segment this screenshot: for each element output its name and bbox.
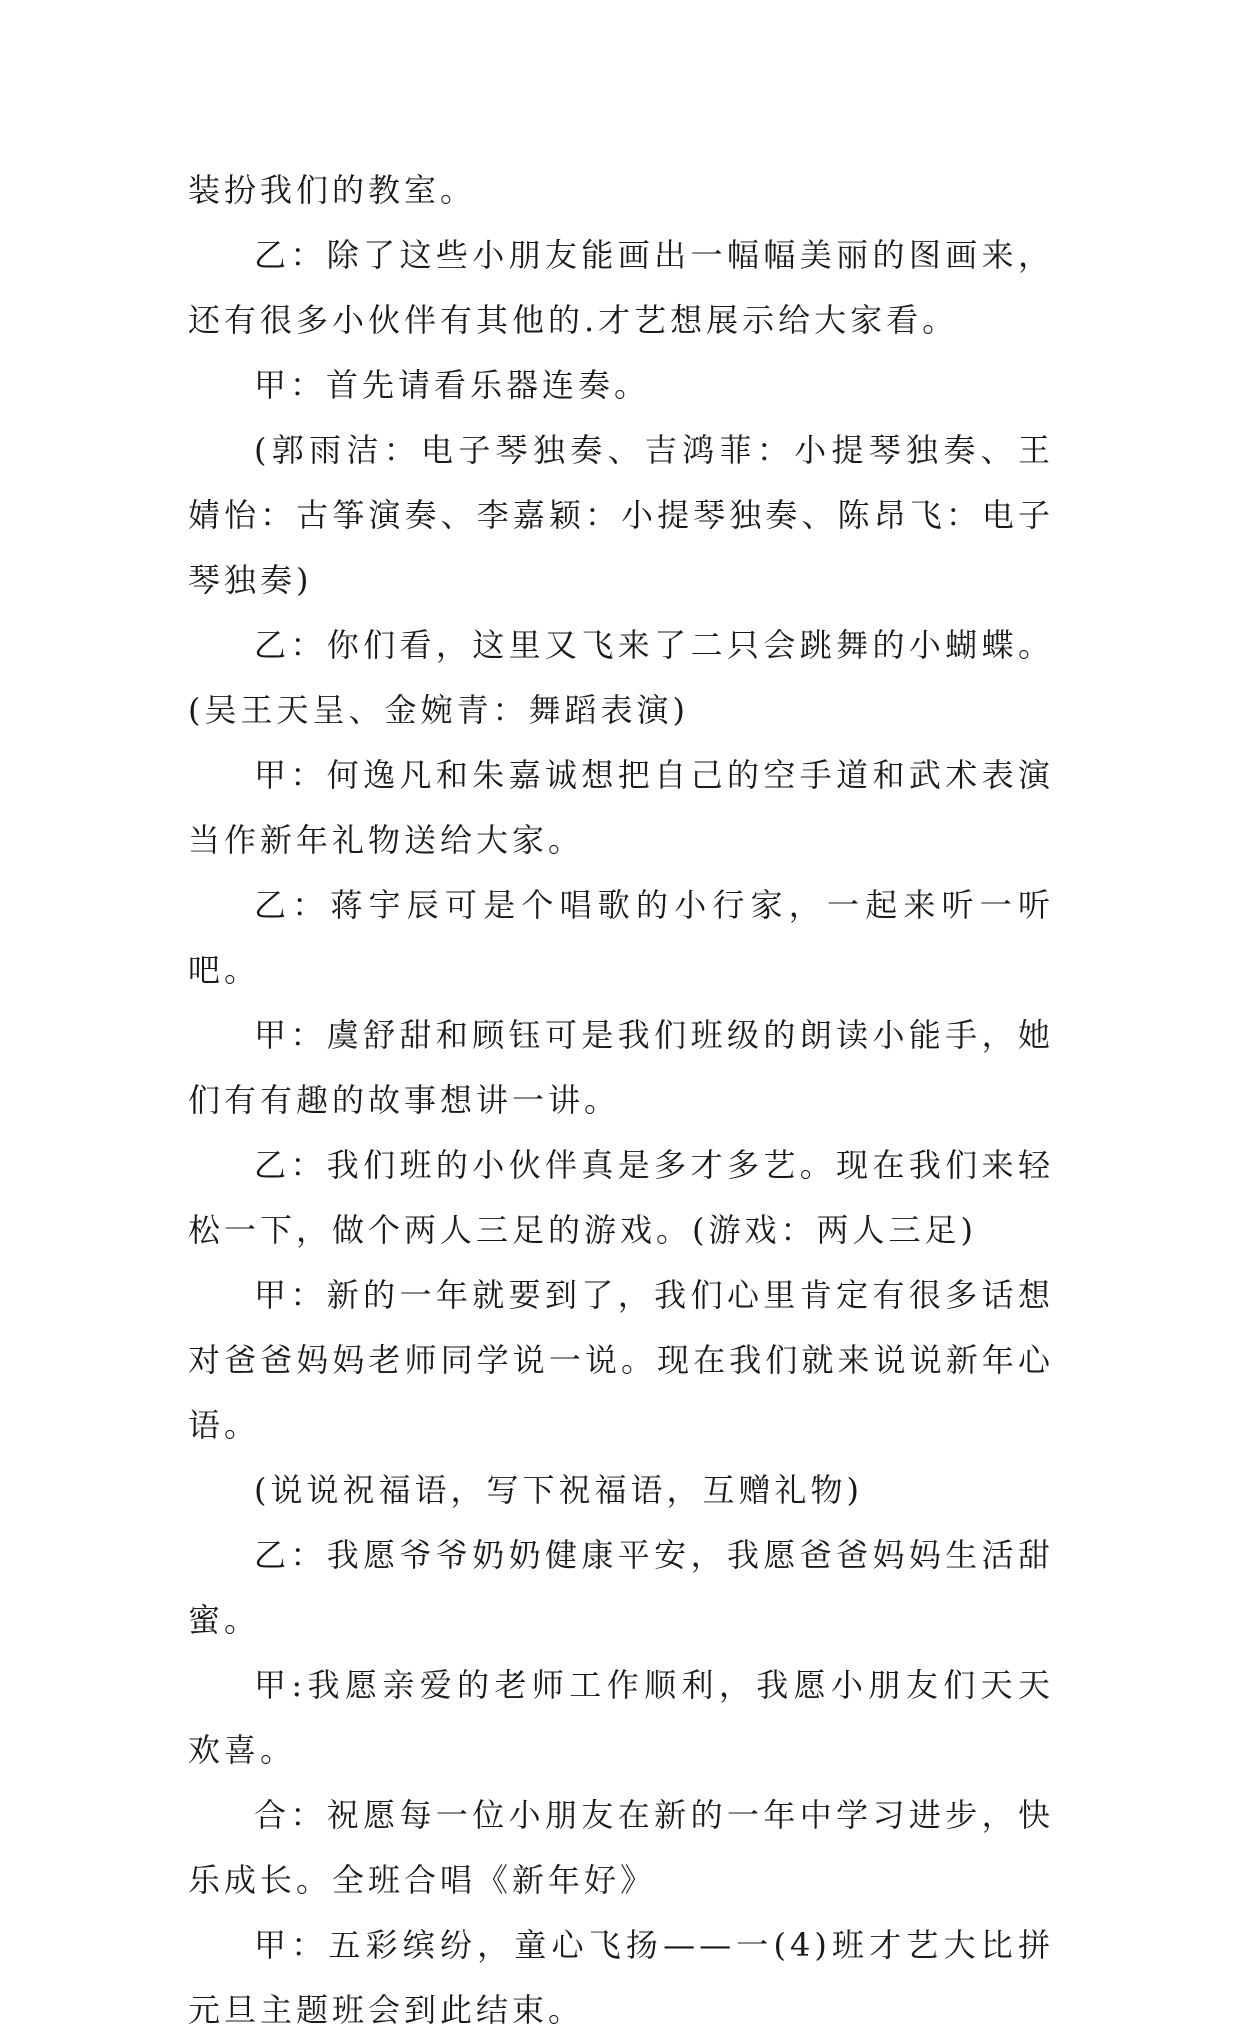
paragraph: 乙：我们班的小伙伴真是多才多艺。现在我们来轻松一下，做个两人三足的游戏。(游戏：两人三足) [188, 1146, 1054, 1249]
paragraph: 甲：五彩缤纷，童心飞扬——一(4)班才艺大比拼元旦主题班会到此结束。 [188, 1926, 1054, 2029]
paragraph: 甲：首先请看乐器连奏。 [254, 366, 651, 404]
paragraph: 甲：何逸凡和朱嘉诚想把自己的空手道和武术表演当作新年礼物送给大家。 [188, 756, 1054, 859]
paragraph: 乙：蒋宇辰可是个唱歌的小行家，一起来听一听吧。 [188, 886, 1054, 989]
paragraph: 甲:我愿亲爱的老师工作顺利，我愿小朋友们天天欢喜。 [188, 1666, 1054, 1769]
paragraph: 乙：我愿爷爷奶奶健康平安，我愿爸爸妈妈生活甜蜜。 [188, 1536, 1054, 1639]
document-body [188, 158, 1054, 2043]
paragraph: 乙：除了这些小朋友能画出一幅幅美丽的图画来，还有很多小伙伴有其他的.才艺想展示给大家看。 [188, 236, 1054, 339]
paragraph: (郭雨洁：电子琴独奏、吉鸿菲：小提琴独奏、王婧怡：古筝演奏、李嘉颖：小提琴独奏、陈昂飞：电子琴独奏) [188, 431, 1054, 599]
paragraph: 合：祝愿每一位小朋友在新的一年中学习进步，快乐成长。全班合唱《新年好》 [188, 1796, 1054, 1899]
paragraph: 乙：你们看，这里又飞来了二只会跳舞的小蝴蝶。(吴王天呈、金婉青：舞蹈表演) [188, 626, 1054, 729]
paragraph: 装扮我们的教室。 [188, 171, 477, 209]
paragraph: (说说祝福语，写下祝福语，互赠礼物) [254, 1471, 863, 1509]
paragraph: 甲：虞舒甜和顾钰可是我们班级的朗读小能手，她们有有趣的故事想讲一讲。 [188, 1016, 1054, 1119]
paragraph: 甲：新的一年就要到了，我们心里肯定有很多话想对爸爸妈妈老师同学说一说。现在我们就来说说新年心语。 [188, 1276, 1054, 1444]
